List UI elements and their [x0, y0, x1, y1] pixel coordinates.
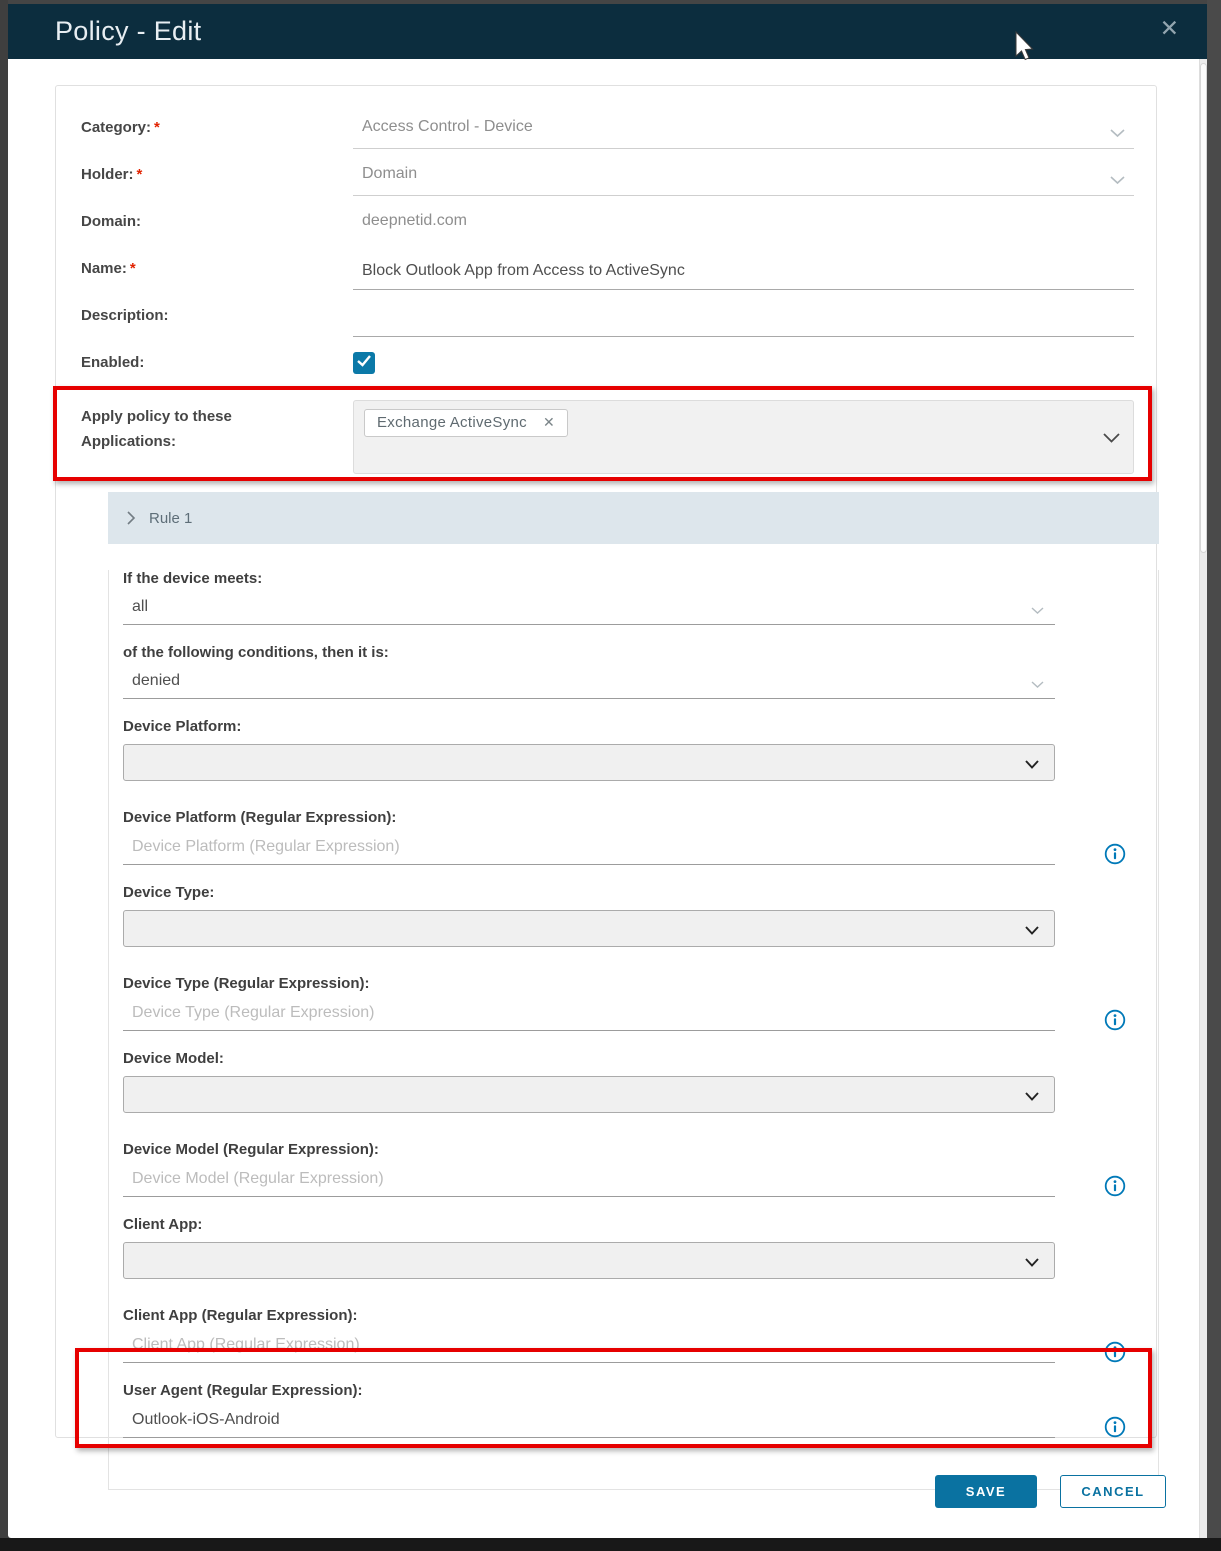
device-platform-label: Device Platform:: [123, 718, 242, 735]
chevron-down-icon: [1109, 125, 1126, 143]
device-type-select[interactable]: [123, 910, 1055, 947]
client-app-select[interactable]: [123, 1242, 1055, 1279]
dimmed-background-left: [0, 0, 8, 1551]
device-model-regex-label: Device Model (Regular Expression):: [123, 1141, 379, 1158]
client-app-regex-input[interactable]: [123, 1333, 1055, 1363]
dialog-title: Policy - Edit: [55, 16, 202, 46]
chevron-down-icon: [1030, 602, 1045, 620]
device-meets-label: If the device meets:: [123, 570, 263, 587]
application-tag: [364, 409, 568, 437]
tag-remove-icon[interactable]: ✕: [542, 414, 555, 430]
conditions-label: of the following conditions, then it is:: [123, 644, 389, 661]
holder-select[interactable]: Domain: [353, 158, 1134, 196]
device-meets-select[interactable]: all: [123, 596, 1055, 625]
domain-row: [81, 205, 1156, 252]
chevron-down-icon: [1024, 1255, 1040, 1273]
rule-section-title: Rule 1: [149, 509, 193, 527]
category-label: Category: *: [81, 119, 160, 136]
chevron-down-icon: [1024, 1089, 1040, 1107]
enabled-row: [81, 346, 1156, 400]
cancel-button[interactable]: CANCEL: [1060, 1475, 1166, 1508]
rule-panel: [108, 570, 1159, 1490]
enabled-checkbox[interactable]: [353, 352, 375, 374]
conditions-select[interactable]: denied: [123, 670, 1055, 699]
applications-multiselect[interactable]: [353, 400, 1134, 474]
holder-row: [81, 158, 1156, 205]
rule-section-header[interactable]: [108, 492, 1159, 544]
info-icon[interactable]: [1104, 1009, 1126, 1031]
required-marker: *: [136, 166, 143, 183]
info-icon[interactable]: [1104, 843, 1126, 865]
applications-row: [81, 400, 1156, 480]
device-type-regex-input[interactable]: [123, 1001, 1055, 1031]
device-platform-regex-label: Device Platform (Regular Expression):: [123, 809, 397, 826]
info-icon[interactable]: [1104, 1416, 1126, 1438]
domain-label: Domain:: [81, 213, 141, 230]
device-model-select[interactable]: [123, 1076, 1055, 1113]
domain-value: deepnetid.com: [362, 212, 467, 229]
device-model-label: Device Model:: [123, 1050, 224, 1067]
chevron-down-icon: [1109, 172, 1126, 190]
chevron-down-icon: [1024, 757, 1040, 775]
device-model-regex-input[interactable]: [123, 1167, 1055, 1197]
chevron-down-icon: [1030, 676, 1045, 694]
scrollbar-track[interactable]: [1199, 59, 1207, 1538]
info-icon[interactable]: [1104, 1341, 1126, 1363]
dialog-footer: [8, 1475, 1166, 1508]
client-app-label: Client App:: [123, 1216, 203, 1233]
user-agent-regex-input[interactable]: [123, 1408, 1055, 1438]
description-row: [81, 299, 1156, 346]
required-marker: *: [129, 260, 136, 277]
description-input[interactable]: [353, 299, 1134, 337]
device-platform-regex-input[interactable]: [123, 835, 1055, 865]
info-icon[interactable]: [1104, 1175, 1126, 1197]
chevron-down-icon: [1024, 923, 1040, 941]
category-select[interactable]: Access Control - Device: [353, 111, 1134, 149]
device-platform-select[interactable]: [123, 744, 1055, 781]
description-label: Description:: [81, 307, 169, 324]
save-button[interactable]: SAVE: [935, 1475, 1037, 1508]
client-app-regex-label: Client App (Regular Expression):: [123, 1307, 358, 1324]
name-label: Name: *: [81, 260, 136, 277]
user-agent-regex-label: User Agent (Regular Expression):: [123, 1382, 363, 1399]
mouse-cursor-icon: [1013, 31, 1035, 68]
applications-label: Apply policy to these Applications:: [81, 408, 232, 450]
category-row: [81, 111, 1156, 158]
checkmark-icon: [356, 354, 372, 372]
holder-label: Holder: *: [81, 166, 143, 183]
required-marker: *: [154, 119, 160, 136]
application-tag-label: Exchange ActiveSync: [377, 414, 527, 431]
chevron-down-icon: [1102, 431, 1121, 449]
policy-form: [55, 85, 1157, 1438]
policy-edit-dialog: [8, 4, 1207, 1538]
enabled-label: Enabled:: [81, 354, 145, 371]
device-type-regex-label: Device Type (Regular Expression):: [123, 975, 370, 992]
device-type-label: Device Type:: [123, 884, 215, 901]
name-row: [81, 252, 1156, 299]
chevron-right-icon: [126, 510, 136, 526]
dimmed-background-bottom: [0, 1538, 1221, 1551]
scrollbar-thumb[interactable]: [1200, 63, 1207, 553]
dimmed-background-right: [1207, 0, 1221, 1551]
close-icon[interactable]: ✕: [1159, 15, 1179, 41]
name-input[interactable]: [353, 252, 1134, 290]
